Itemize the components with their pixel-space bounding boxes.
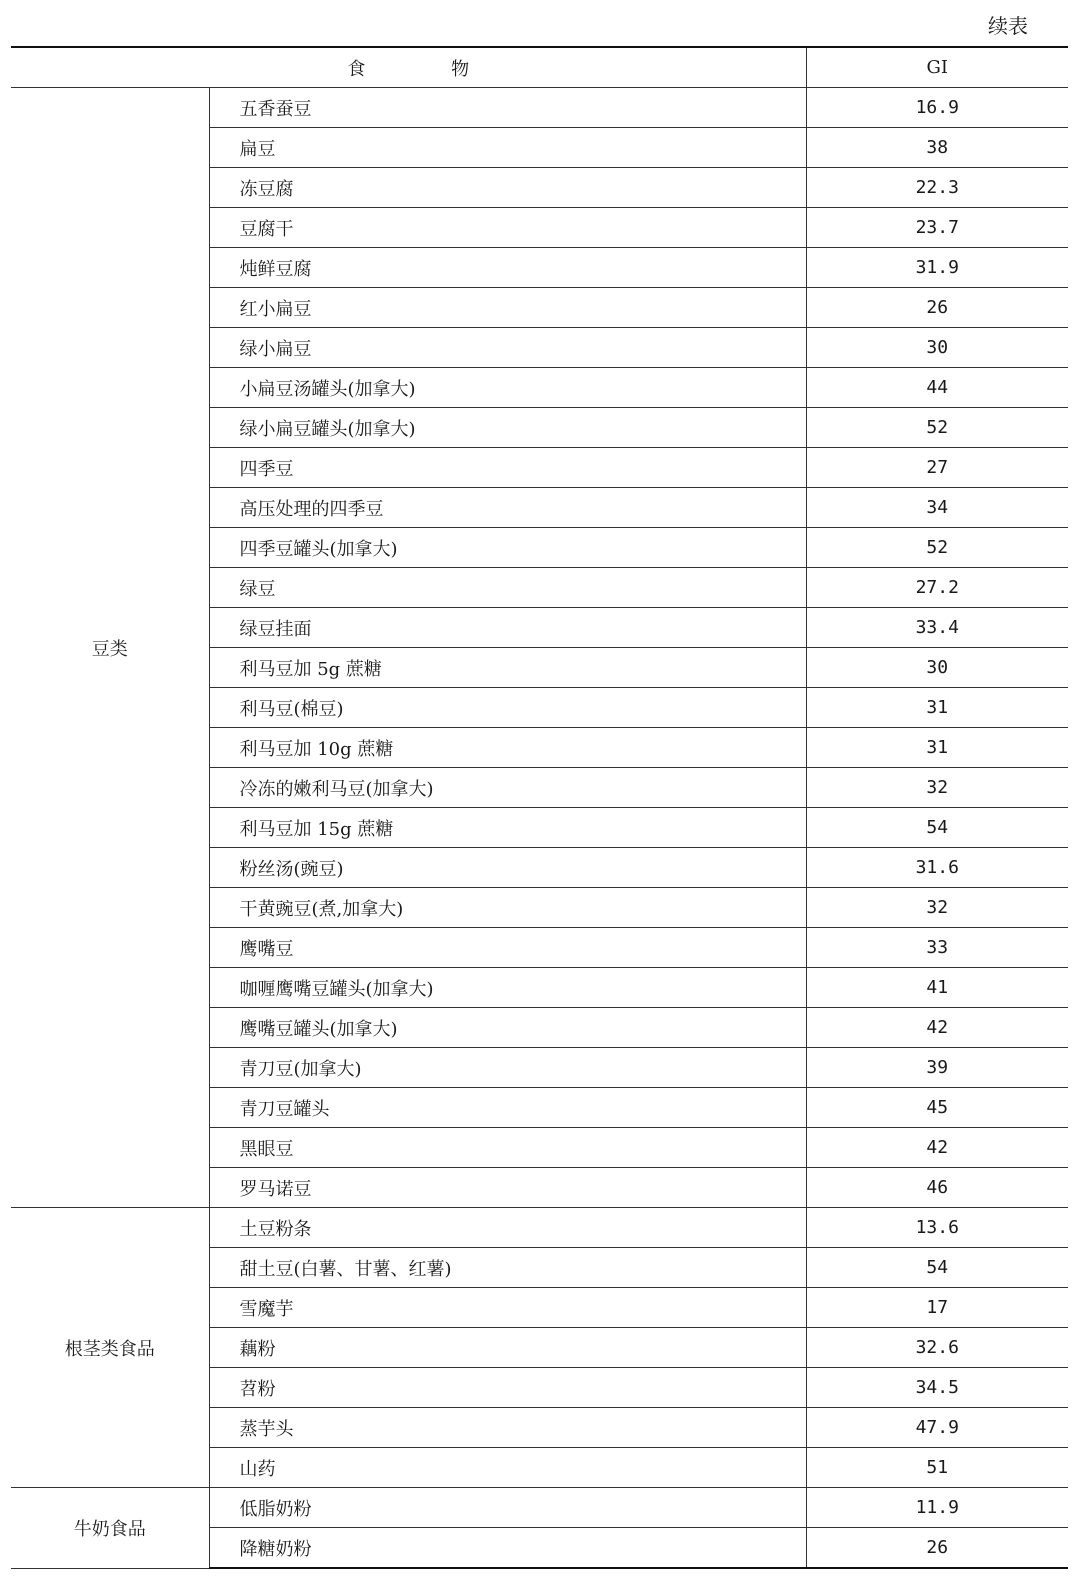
gi-value-cell: 33 bbox=[806, 928, 1068, 968]
food-name-cell: 四季豆 bbox=[209, 448, 806, 488]
gi-value-cell: 34 bbox=[806, 488, 1068, 528]
food-name-cell: 鹰嘴豆罐头(加拿大) bbox=[209, 1008, 806, 1048]
gi-value-cell: 30 bbox=[806, 648, 1068, 688]
gi-value-cell: 32 bbox=[806, 768, 1068, 808]
header-gi: GI bbox=[806, 47, 1068, 88]
food-name-cell: 冻豆腐 bbox=[209, 168, 806, 208]
category-cell: 豆类 bbox=[11, 88, 209, 1208]
continued-table-label: 续表 bbox=[988, 14, 1028, 38]
gi-value-cell: 22.3 bbox=[806, 168, 1068, 208]
table-body bbox=[11, 88, 1068, 1569]
gi-value-cell: 45 bbox=[806, 1088, 1068, 1128]
gi-value-cell: 38 bbox=[806, 128, 1068, 168]
gi-value-cell: 23.7 bbox=[806, 208, 1068, 248]
category-cell: 牛奶食品 bbox=[11, 1488, 209, 1569]
food-name-cell: 粉丝汤(豌豆) bbox=[209, 848, 806, 888]
food-name-cell: 四季豆罐头(加拿大) bbox=[209, 528, 806, 568]
gi-value-cell: 32.6 bbox=[806, 1328, 1068, 1368]
gi-value-cell: 26 bbox=[806, 1528, 1068, 1569]
food-name-cell: 降糖奶粉 bbox=[209, 1528, 806, 1569]
gi-value-cell: 51 bbox=[806, 1448, 1068, 1488]
gi-value-cell: 44 bbox=[806, 368, 1068, 408]
gi-value-cell: 11.9 bbox=[806, 1488, 1068, 1528]
gi-value-cell: 39 bbox=[806, 1048, 1068, 1088]
food-name-cell: 绿小扁豆 bbox=[209, 328, 806, 368]
gi-value-cell: 46 bbox=[806, 1168, 1068, 1208]
food-name-cell: 雪魔芋 bbox=[209, 1288, 806, 1328]
gi-value-cell: 17 bbox=[806, 1288, 1068, 1328]
food-name-cell: 利马豆加 10g 蔗糖 bbox=[209, 728, 806, 768]
gi-value-cell: 27 bbox=[806, 448, 1068, 488]
gi-value-cell: 30 bbox=[806, 328, 1068, 368]
food-name-cell: 鹰嘴豆 bbox=[209, 928, 806, 968]
food-name-cell: 绿小扁豆罐头(加拿大) bbox=[209, 408, 806, 448]
food-name-cell: 低脂奶粉 bbox=[209, 1488, 806, 1528]
gi-value-cell: 31 bbox=[806, 688, 1068, 728]
gi-value-cell: 32 bbox=[806, 888, 1068, 928]
table-row bbox=[11, 1488, 1068, 1528]
food-name-cell: 绿豆 bbox=[209, 568, 806, 608]
food-name-cell: 黑眼豆 bbox=[209, 1128, 806, 1168]
food-name-cell: 干黄豌豆(煮,加拿大) bbox=[209, 888, 806, 928]
food-name-cell: 藕粉 bbox=[209, 1328, 806, 1368]
table-row bbox=[11, 1208, 1068, 1248]
food-name-cell: 罗马诺豆 bbox=[209, 1168, 806, 1208]
gi-value-cell: 33.4 bbox=[806, 608, 1068, 648]
gi-value-cell: 52 bbox=[806, 528, 1068, 568]
gi-value-cell: 52 bbox=[806, 408, 1068, 448]
gi-value-cell: 31 bbox=[806, 728, 1068, 768]
gi-value-cell: 42 bbox=[806, 1128, 1068, 1168]
gi-value-cell: 16.9 bbox=[806, 88, 1068, 128]
food-name-cell: 咖喱鹰嘴豆罐头(加拿大) bbox=[209, 968, 806, 1008]
food-name-cell: 山药 bbox=[209, 1448, 806, 1488]
table-header-row bbox=[11, 47, 1068, 88]
food-name-cell: 苕粉 bbox=[209, 1368, 806, 1408]
gi-value-cell: 42 bbox=[806, 1008, 1068, 1048]
food-name-cell: 青刀豆(加拿大) bbox=[209, 1048, 806, 1088]
table-row bbox=[11, 88, 1068, 128]
gi-value-cell: 47.9 bbox=[806, 1408, 1068, 1448]
food-name-cell: 小扁豆汤罐头(加拿大) bbox=[209, 368, 806, 408]
gi-value-cell: 54 bbox=[806, 1248, 1068, 1288]
gi-value-cell: 54 bbox=[806, 808, 1068, 848]
food-name-cell: 豆腐干 bbox=[209, 208, 806, 248]
gi-value-cell: 31.6 bbox=[806, 848, 1068, 888]
food-name-cell: 利马豆加 5g 蔗糖 bbox=[209, 648, 806, 688]
food-name-cell: 炖鲜豆腐 bbox=[209, 248, 806, 288]
food-name-cell: 红小扁豆 bbox=[209, 288, 806, 328]
gi-value-cell: 13.6 bbox=[806, 1208, 1068, 1248]
gi-value-cell: 27.2 bbox=[806, 568, 1068, 608]
header-food: 食 物 bbox=[11, 47, 806, 88]
gi-value-cell: 31.9 bbox=[806, 248, 1068, 288]
food-name-cell: 甜土豆(白薯、甘薯、红薯) bbox=[209, 1248, 806, 1288]
category-cell: 根茎类食品 bbox=[11, 1208, 209, 1488]
food-name-cell: 冷冻的嫩利马豆(加拿大) bbox=[209, 768, 806, 808]
food-name-cell: 高压处理的四季豆 bbox=[209, 488, 806, 528]
food-name-cell: 五香蚕豆 bbox=[209, 88, 806, 128]
food-name-cell: 蒸芋头 bbox=[209, 1408, 806, 1448]
food-name-cell: 扁豆 bbox=[209, 128, 806, 168]
food-name-cell: 利马豆(棉豆) bbox=[209, 688, 806, 728]
food-name-cell: 土豆粉条 bbox=[209, 1208, 806, 1248]
food-name-cell: 青刀豆罐头 bbox=[209, 1088, 806, 1128]
gi-value-cell: 34.5 bbox=[806, 1368, 1068, 1408]
gi-table bbox=[11, 46, 1068, 1569]
gi-value-cell: 41 bbox=[806, 968, 1068, 1008]
gi-value-cell: 26 bbox=[806, 288, 1068, 328]
food-name-cell: 利马豆加 15g 蔗糖 bbox=[209, 808, 806, 848]
food-name-cell: 绿豆挂面 bbox=[209, 608, 806, 648]
